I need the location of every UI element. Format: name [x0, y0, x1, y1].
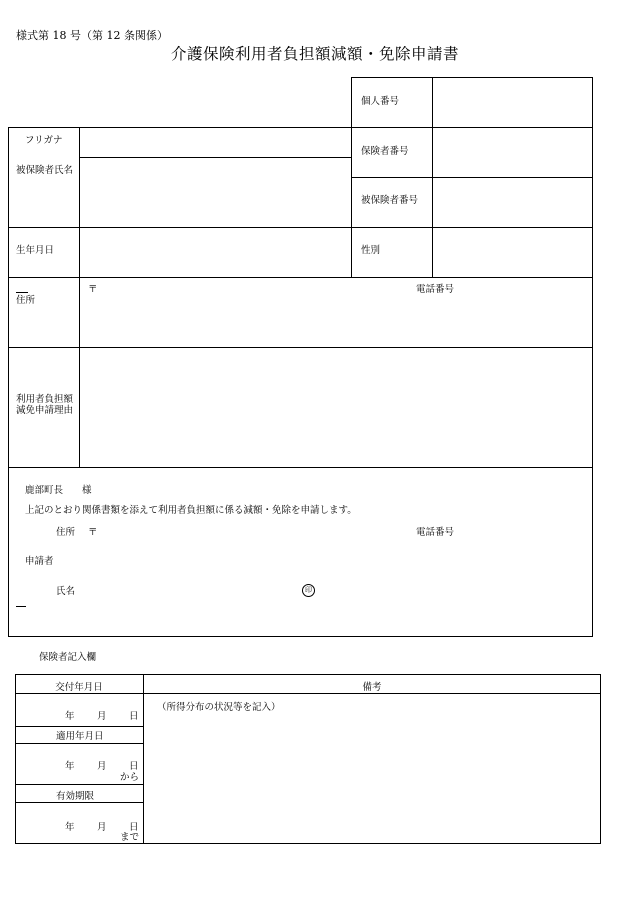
biko-label: 備考 — [362, 682, 382, 693]
seibetsu-field[interactable] — [433, 228, 592, 277]
tekiyo-day: 日 — [129, 761, 139, 772]
seinengappi-field[interactable] — [80, 228, 351, 277]
form-number: 様式第 18 号（第 12 条関係） — [16, 29, 168, 42]
yuko-day: 日 — [129, 822, 139, 833]
hihokensha-shimei-field[interactable] — [80, 158, 351, 227]
kofu-month: 月 — [97, 711, 107, 722]
seal-mark: 印 — [302, 584, 315, 597]
declaration-statement: 上記のとおり関係書類を添えて利用者負担額に係る減額・免除を申請します。 — [25, 505, 357, 516]
furigana-label: フリガナ — [25, 135, 63, 146]
applicant-jusho-label: 住所 — [56, 527, 76, 538]
hokensha-bango-label: 保険者番号 — [361, 146, 409, 157]
riyu-label-line2: 減免申請理由 — [16, 405, 74, 416]
denwa-bango-label: 電話番号 — [416, 284, 455, 295]
applicant-denwa-label: 電話番号 — [416, 527, 455, 538]
kofu-day: 日 — [129, 711, 139, 722]
yuko-kigen-label: 有効期限 — [56, 791, 95, 802]
biko-field[interactable] — [144, 694, 600, 843]
yuko-year: 年 — [65, 822, 75, 833]
kojin-bango-label: 個人番号 — [361, 96, 400, 107]
applicant-shimei-label: 氏名 — [56, 586, 76, 597]
seinengappi-label: 生年月日 — [16, 245, 55, 256]
yuko-month: 月 — [97, 822, 107, 833]
applicant-postal-mark: 〒 — [88, 527, 98, 538]
tekiyo-month: 月 — [97, 761, 107, 772]
insurer-section-heading: 保険者記入欄 — [39, 652, 97, 663]
jusho-label: 住所 — [16, 295, 36, 306]
yuko-made: まで — [120, 832, 140, 843]
biko-note: （所得分布の状況等を記入） — [157, 702, 281, 713]
hihokensha-bango-label: 被保険者番号 — [361, 195, 419, 206]
riyu-field[interactable] — [80, 348, 592, 467]
seibetsu-label: 性別 — [361, 245, 381, 256]
jusho-field[interactable] — [80, 278, 592, 347]
furigana-field[interactable] — [80, 128, 351, 157]
riyu-label-line1: 利用者負担額 — [16, 394, 74, 405]
postal-mark: 〒 — [88, 284, 98, 295]
tekiyo-date-label: 適用年月日 — [56, 731, 104, 742]
kofu-year: 年 — [65, 711, 75, 722]
tekiyo-kara: から — [120, 772, 140, 783]
kofu-date-label: 交付年月日 — [55, 682, 103, 693]
tekiyo-year: 年 — [65, 761, 75, 772]
hihokensha-bango-field[interactable] — [433, 178, 592, 227]
hokensha-bango-field[interactable] — [433, 128, 592, 177]
hihokensha-shimei-label: 被保険者氏名 — [16, 165, 74, 176]
shinseisha-label: 申請者 — [25, 556, 54, 567]
kojin-bango-field[interactable] — [433, 78, 592, 127]
addressee: 鹿部町長 様 — [25, 485, 92, 496]
page-title: 介護保険利用者負担額減額・免除申請書 — [170, 45, 459, 63]
